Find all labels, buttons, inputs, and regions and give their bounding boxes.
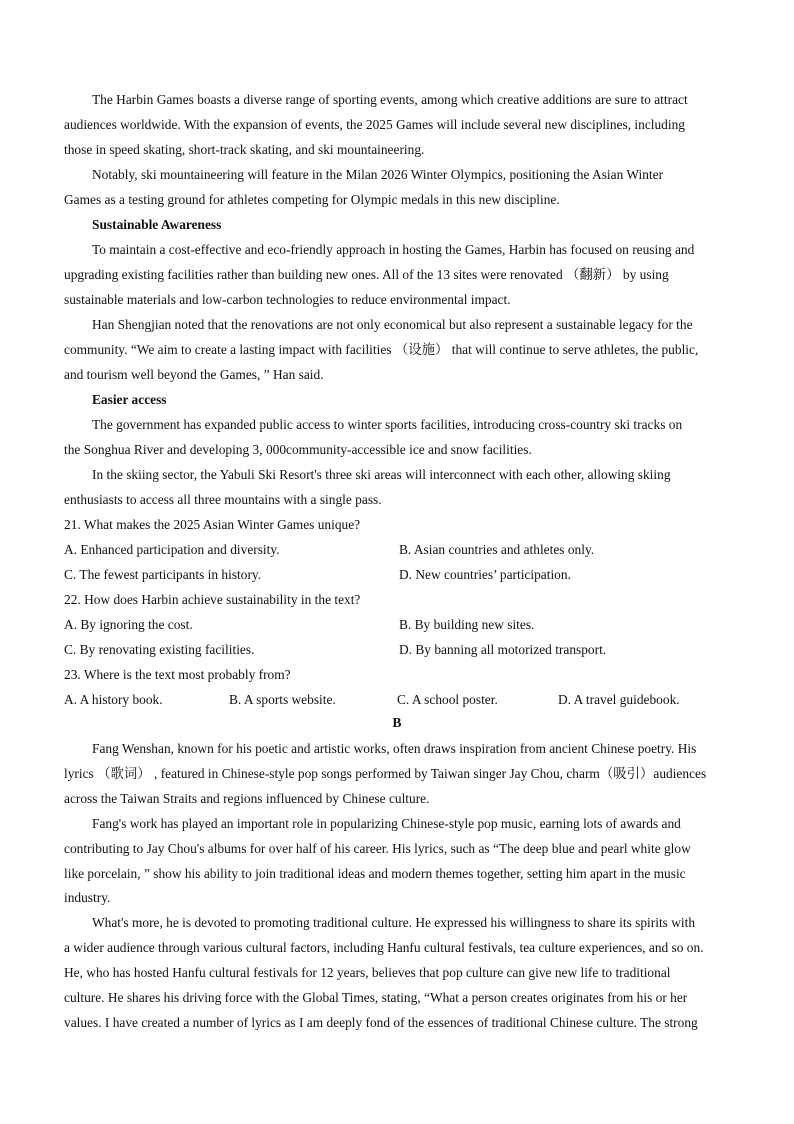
paragraph-line: and tourism well beyond the Games, ” Han said. [64, 367, 324, 382]
paragraph-line: a wider audience through various cultural factors, including Hanfu cultural festivals, tea culture experiences, and so on. [64, 940, 704, 955]
q22-option-c: C. By renovating existing facilities. [64, 642, 255, 657]
paragraph-line: Fang Wenshan, known for his poetic and artistic works, often draws inspiration from ancient Chinese poetry. His [92, 741, 697, 756]
paragraph-line: across the Taiwan Straits and regions influenced by Chinese culture. [64, 791, 430, 806]
paragraph-line: To maintain a cost-effective and eco-friendly approach in hosting the Games, Harbin has focused on reusing and [92, 242, 695, 257]
paragraph-line: Games as a testing ground for athletes competing for Olympic medals in this new discipline. [64, 192, 560, 207]
q21-option-c: C. The fewest participants in history. [64, 567, 262, 582]
paragraph-line: In the skiing sector, the Yabuli Ski Resort's three ski areas will interconnect with each other, allowing skiing [92, 467, 671, 482]
q23-option-a: A. A history book. [64, 692, 163, 707]
section-b-title: B [392, 715, 402, 730]
paragraph-line: Fang's work has played an important role in popularizing Chinese-style pop music, earning lots of awards and [92, 816, 681, 831]
paragraph-line: like porcelain, ” show his ability to join traditional ideas and modern themes together, setting him apart in the music [64, 866, 686, 881]
q21-option-a: A. Enhanced participation and diversity. [64, 542, 280, 557]
q21-option-b: B. Asian countries and athletes only. [399, 542, 595, 557]
paragraph-line: enthusiasts to access all three mountains with a single pass. [64, 492, 382, 507]
q23-option-c: C. A school poster. [397, 692, 498, 707]
paragraph-line: The Harbin Games boasts a diverse range of sporting events, among which creative additions are sure to attract [92, 92, 688, 107]
paragraph-line: What's more, he is devoted to promoting traditional culture. He expressed his willingness to share its spirits with [92, 915, 696, 930]
paragraph-line: upgrading existing facilities rather than building new ones. All of the 13 sites were renovated （翻新） by using [64, 267, 669, 282]
paragraph-line: industry. [64, 890, 111, 905]
paragraph-line: The government has expanded public access to winter sports facilities, introducing cross-country ski tracks on [92, 417, 683, 432]
paragraph-line: Notably, ski mountaineering will feature in the Milan 2026 Winter Olympics, positioning the Asian Winter [92, 167, 664, 182]
paragraph-line: contributing to Jay Chou's albums for over half of his career. His lyrics, such as “The deep blue and pearl white glow [64, 841, 691, 856]
q22-option-b: B. By building new sites. [399, 617, 535, 632]
paragraph-line: sustainable materials and low-carbon technologies to reduce environmental impact. [64, 292, 511, 307]
paragraph-line: the Songhua River and developing 3, 000community-accessible ice and snow facilities. [64, 442, 532, 457]
q22-option-d: D. By banning all motorized transport. [399, 642, 607, 657]
paragraph-line: Han Shengjian noted that the renovations are not only economical but also represent a sustainable legacy for the [92, 317, 693, 332]
paragraph-line: culture. He shares his driving force with the Global Times, stating, “What a person creates originates from his or her [64, 990, 688, 1005]
section-heading-sustainable: Sustainable Awareness [92, 217, 222, 232]
q21-option-d: D. New countries’ participation. [399, 567, 571, 582]
q23-option-d: D. A travel guidebook. [558, 692, 680, 707]
paragraph-line: those in speed skating, short-track skating, and ski mountaineering. [64, 142, 425, 157]
paragraph-line: values. I have created a number of lyrics as I am deeply fond of the essences of traditional Chinese culture. The strong [64, 1015, 698, 1030]
paragraph-line: community. “We aim to create a lasting impact with facilities （设施） that will continue to serve athletes, the public, [64, 342, 699, 357]
section-heading-easier-access: Easier access [92, 392, 167, 407]
question-21: 21. What makes the 2025 Asian Winter Games unique? [64, 517, 361, 532]
paragraph-line: lyrics （歌词） , featured in Chinese-style pop songs performed by Taiwan singer Jay Chou, charm（吸引）audiences [64, 766, 707, 781]
question-23: 23. Where is the text most probably from? [64, 667, 291, 682]
question-22: 22. How does Harbin achieve sustainability in the text? [64, 592, 361, 607]
paragraph-line: audiences worldwide. With the expansion of events, the 2025 Games will include several new disciplines, including [64, 117, 685, 132]
q22-option-a: A. By ignoring the cost. [64, 617, 193, 632]
q23-option-b: B. A sports website. [229, 692, 336, 707]
paragraph-line: He, who has hosted Hanfu cultural festivals for 12 years, believes that pop culture can give new life to traditional [64, 965, 671, 980]
